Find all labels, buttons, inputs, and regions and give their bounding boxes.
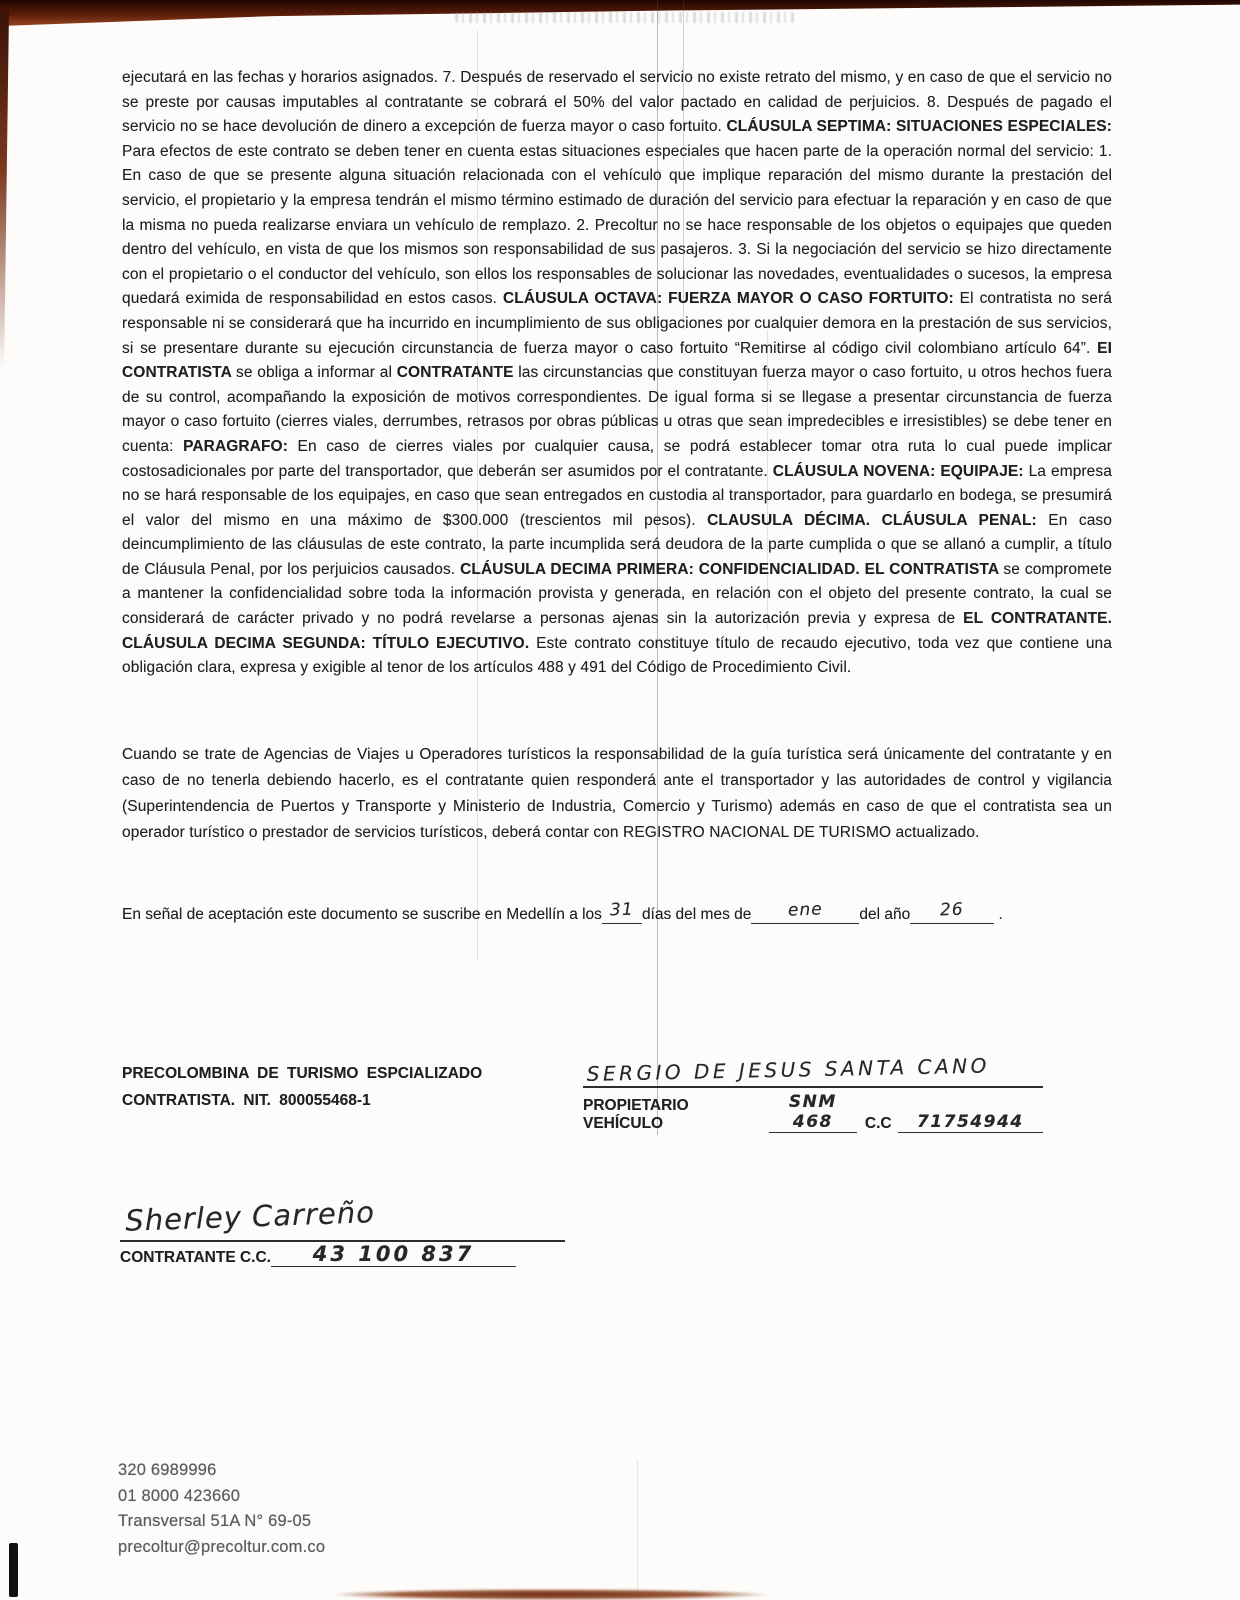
year-field — [910, 899, 994, 924]
scan-top-noise-text — [455, 12, 795, 23]
owner-cc-field — [898, 1112, 1043, 1133]
footer-contact-block — [118, 1458, 325, 1560]
footer-phone-tollfree: 01 8000 423660 — [118, 1486, 241, 1505]
acceptance-suffix: . — [998, 906, 1003, 923]
owner-cc-label: C.C — [864, 1115, 892, 1132]
footer-address: Transversal 51A N° 69-05 — [118, 1512, 312, 1530]
handwritten-client-cc: 43 100 837 — [312, 1242, 475, 1266]
owner-label-row — [583, 1092, 1043, 1133]
client-handwritten-signature: Sherley Carreño — [124, 1195, 376, 1238]
client-signature-line — [120, 1190, 565, 1242]
day-field — [602, 899, 642, 924]
contract-clauses-paragraph: ejecutará en las fechas y horarios asignados. 7. Después de reservado el servicio no existe retrato del mismo, y en caso de que el servicio no se preste por causas imputables al contratante se cobrará el 50% del valor pactado en calidad de perjuicios. 8. Después de pagado el servicio no se hace devolución de dinero a excepción de fuerza mayor o caso fortuito. CLÁUSULA SEPTIMA: SITUACIONES ESPECIALES: Para efectos de este contrato se deben tener en cuenta estas situaciones especiales que hacen parte de la operación normal del servicio: 1. En caso de que se presente alguna situación relacionada con el vehículo que implique reparación del mismo durante la prestación del servicio, el propietario y la empresa tendrán el mismo término estimado de duración del servicio para efectuar la reparación y en caso de que la misma no pueda realizarse enviara un vehículo de remplazo. 2. Precoltur no se hace responsable de los objetos o equipajes que queden dentro del vehículo, en vista de que los mismos son responsabilidad de sus pasajeros. 3. Si la negociación del servicio se hizo directamente con el propietario o el conductor del vehículo, son ellos los responsables de solucionar las novedades, eventualidades o sucesos, la empresa quedará eximida de responsabilidad en estos casos. CLÁUSULA OCTAVA: FUERZA MAYOR O CASO FORTUITO: El contratista no será responsable ni se considerará que ha incurrido en incumplimiento de sus obligaciones por cualquier demora en la prestación de sus servicios, si se presentare durante su ejecución circunstancia de fuerza mayor o caso fortuito “Remitirse al código civil colombiano artículo 64”. EI CONTRATISTA se obliga a informar al CONTRATANTE las circunstancias que constituyan fuerza mayor o caso fortuito, u otros hechos fuera de su control, acompañando la exposición de motivos correspondientes. De igual forma si se llegase a presentar circunstancia de fuerza mayor o caso fortuito (cierres viales, derrumbes, retrasos por obras públicas u otras que sean impredecibles e irresistibles) se debe tener en cuenta: PARAGRAFO: En caso de cierres viales por cualquier causa, se podrá establecer tomar otra ruta lo cual puede implicar costosadicionales por parte del transportador, que deberán ser asumidos por el contratante. CLÁUSULA NOVENA: EQUIPAJE: La empresa no se hará responsable de los equipajes, en caso que sean entregados en custodia al transportador, para guardarlo en bodega, se presumirá el valor del mismo en una máximo de $300.000 (trescientos mil pesos). CLAUSULA DÉCIMA. CLÁUSULA PENAL: En caso deincumplimiento de las cláusulas de este contrato, la parte incumplida será deudora de la parte cumplida o que se allanó a cumplir, a título de Cláusula Penal, por los perjuicios causados. CLÁUSULA DECIMA PRIMERA: CONFIDENCIALIDAD. EL CONTRATISTA se compromete a mantener la confidencialidad sobre toda la información provista y generada, en relación con el objeto del presente contrato, la cual se considerará de carácter privado y no podrá revelarse a personas ajenas sin la autorización previa y expresa de EL CONTRATANTE. CLÁUSULA DECIMA SEGUNDA: TÍTULO EJECUTIVO. Este contrato constituye título de recaudo ejecutivo, toda vez que contiene una obligación clara, expresa y exigible al tenor de los artículos 488 y 491 del Código de Procedimiento Civil. — [122, 69, 1113, 677]
handwritten-day: 31 — [609, 899, 635, 921]
scan-black-mark — [9, 1543, 18, 1597]
scan-bottom-smudge — [330, 1589, 770, 1600]
agencies-paragraph: Cuando se trate de Agencias de Viajes u Operadores turísticos la responsabilidad de la guía turística será únicamente del contratante y en caso de no tenerla debiendo hacerlo, es el contratante quien responderá ante el transportador y las autoridades de control y vigilancia (Superintendencia de Puertos y Transporte y Ministerio de Industria, Comercio y Turismo) además en caso de que el contratista sea un operador turístico o prestador de servicios turísticos, deberá contar con REGISTRO NACIONAL DE TURISMO actualizado. — [122, 746, 1112, 841]
handwritten-month: ene — [787, 899, 824, 921]
vehicle-plate-field — [769, 1092, 857, 1133]
scan-left-edge-band — [0, 10, 9, 370]
client-signature-block — [120, 1190, 565, 1267]
owner-handwritten-signature: SERGIO DE JESUS SANTA CANO — [586, 1053, 991, 1086]
footer-email: precoltur@precoltur.com.co — [118, 1537, 326, 1556]
acceptance-mid2: del año — [859, 906, 911, 923]
client-label: CONTRATANTE C.C. — [120, 1249, 271, 1266]
owner-signature-line — [583, 1044, 1043, 1088]
owner-signature-block — [583, 1044, 1043, 1133]
handwritten-year: 26 — [940, 899, 965, 921]
handwritten-owner-cc: 71754944 — [916, 1112, 1024, 1132]
acceptance-prefix: En señal de aceptación este documento se suscribe en Medellín a los — [122, 906, 602, 923]
contractor-block — [122, 1060, 482, 1114]
month-field — [751, 899, 859, 924]
contractor-nit-line: CONTRATISTA. NIT. 800055468-1 — [122, 1092, 371, 1109]
scan-crease — [637, 1460, 638, 1600]
contractor-company-name: PRECOLOMBINA DE TURISMO ESPCIALIZADO — [122, 1065, 483, 1082]
client-label-row — [120, 1242, 565, 1267]
acceptance-mid1: días del mes de — [641, 906, 752, 923]
owner-label: PROPIETARIO VEHÍCULO — [583, 1097, 689, 1132]
acceptance-line — [122, 899, 1132, 924]
client-cc-field — [271, 1242, 516, 1267]
footer-phone-mobile: 320 6989996 — [118, 1461, 217, 1479]
handwritten-plate: SNM 468 — [788, 1092, 837, 1132]
